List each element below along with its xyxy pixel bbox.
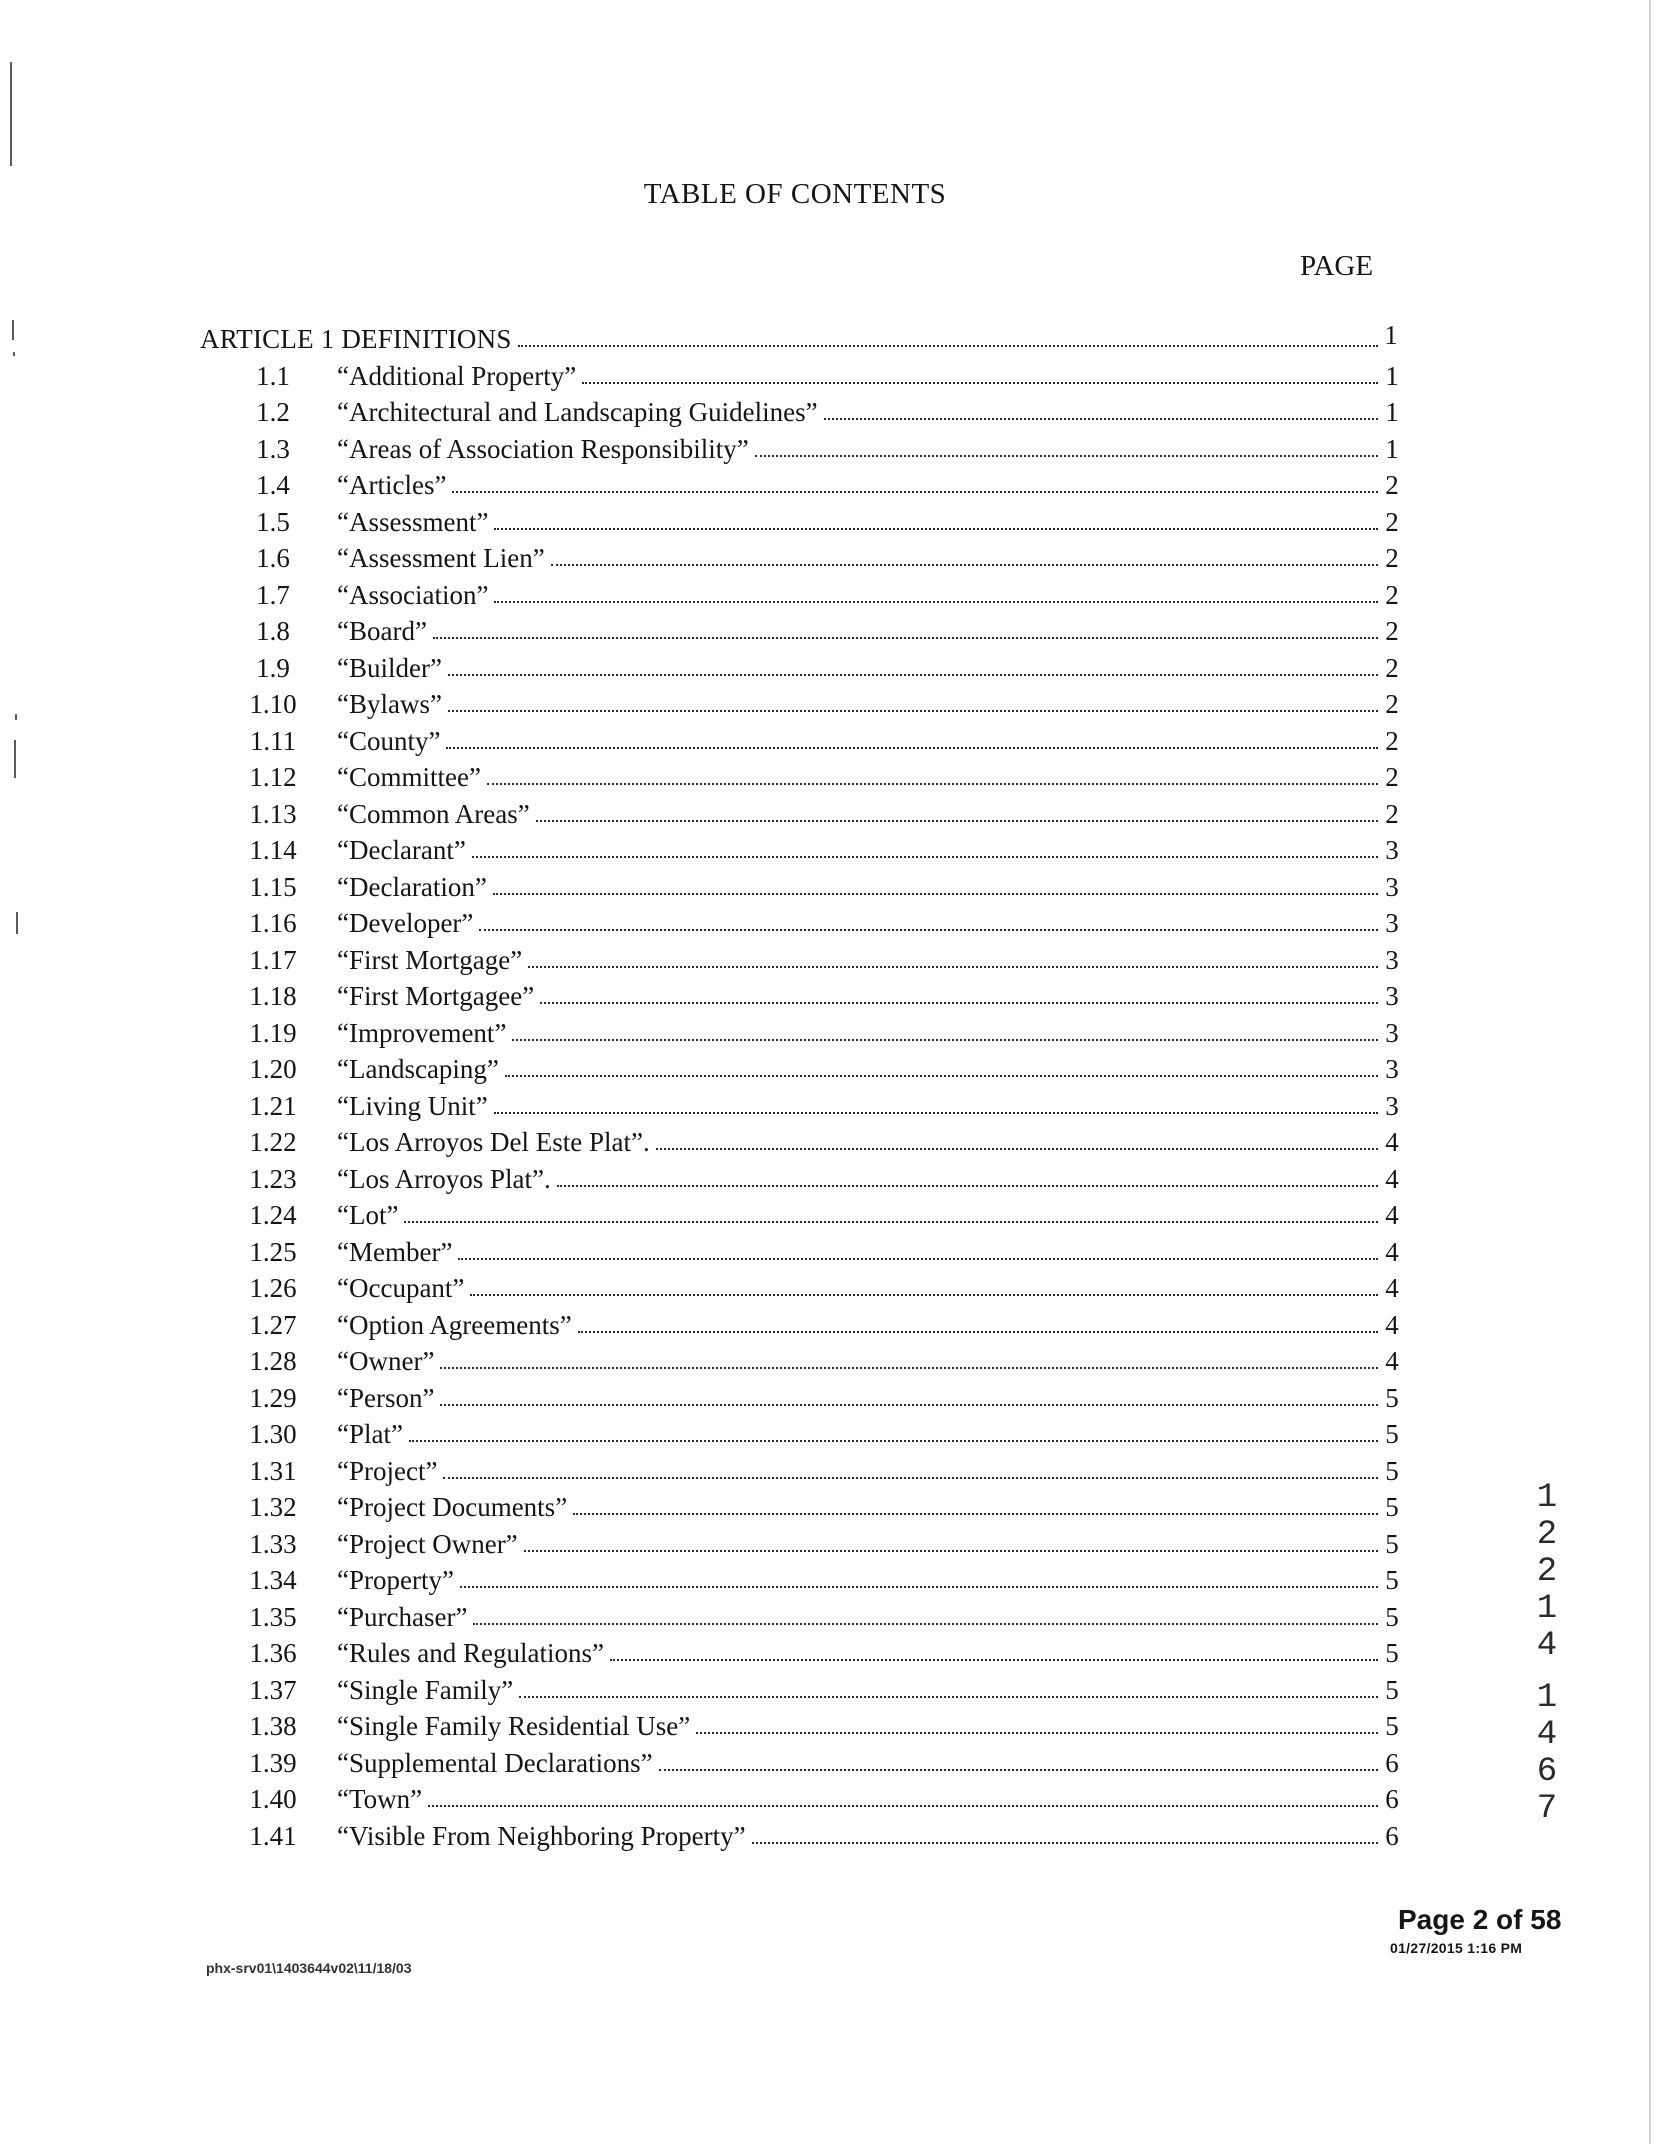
toc-entry-label: “Common Areas”	[337, 798, 530, 829]
toc-entry[interactable]	[0, 687, 1664, 721]
side-stamp-digit: 4	[1536, 1716, 1558, 1754]
toc-entry-label: “Declarant”	[337, 835, 466, 865]
side-stamp-digits	[1525, 1480, 1569, 1828]
toc-entry-page: 3	[1385, 908, 1399, 938]
dot-leader	[452, 491, 1378, 493]
toc-entry-page: 5	[1385, 1419, 1399, 1449]
side-stamp-digit: 7	[1536, 1790, 1558, 1828]
dot-leader	[696, 1732, 1378, 1734]
dot-leader	[472, 856, 1378, 858]
toc-entry-number: 1.13	[249, 798, 297, 829]
toc-entry[interactable]	[0, 1709, 1664, 1743]
toc-entry-page: 5	[1385, 1711, 1399, 1741]
toc-entry[interactable]	[0, 468, 1664, 502]
toc-entry-page: 2	[1385, 506, 1399, 537]
toc-entry-number: 1.11	[249, 725, 297, 756]
scan-edge-mark	[10, 62, 12, 166]
side-stamp-digit: 2	[1536, 1553, 1558, 1591]
toc-entry-page: 3	[1385, 871, 1399, 902]
toc-entry-number: 1.25	[249, 1236, 297, 1267]
toc-entry-label: “Assessment Lien”	[337, 543, 545, 573]
toc-entry-page: 5	[1385, 1528, 1399, 1559]
toc-entry-number: 1.36	[249, 1638, 297, 1668]
toc-entry-number: 1.27	[249, 1309, 297, 1340]
toc-entry[interactable]	[0, 1198, 1664, 1232]
toc-entry[interactable]	[0, 870, 1664, 904]
dot-leader	[494, 1112, 1378, 1114]
toc-entry-label: “Landscaping”	[337, 1054, 499, 1084]
toc-entry-number: 1.31	[249, 1455, 297, 1486]
toc-entry-number: 1.19	[249, 1017, 297, 1048]
side-stamp-digit: 2	[1536, 1516, 1558, 1554]
toc-entry-number: 1.38	[249, 1711, 297, 1741]
toc-entry[interactable]	[0, 395, 1664, 429]
toc-entry-number: 1.30	[249, 1419, 297, 1449]
toc-entry-page: 4	[1385, 1309, 1399, 1340]
toc-entry[interactable]	[0, 1162, 1664, 1196]
page-indicator: Page 2 of 58	[1398, 1904, 1562, 1935]
toc-entry-page: 2	[1385, 798, 1399, 829]
dot-leader	[610, 1659, 1378, 1661]
dot-leader	[505, 1075, 1378, 1077]
dot-leader	[487, 783, 1378, 785]
dot-leader	[494, 528, 1378, 530]
toc-entry-label: “Declaration”	[337, 871, 487, 902]
toc-entry-label: “Visible From Neighboring Property”	[337, 1820, 746, 1851]
toc-entry-number: 1.22	[249, 1127, 297, 1157]
toc-entry[interactable]	[0, 1052, 1664, 1086]
toc-entry-page: 4	[1385, 1273, 1399, 1303]
toc-entry-number: 1.1	[256, 360, 290, 391]
toc-entry[interactable]	[0, 833, 1664, 867]
toc-entry-number: 1.17	[249, 944, 297, 975]
toc-entry-number: 1.33	[249, 1528, 297, 1559]
toc-entry-page: 1	[1385, 397, 1399, 427]
dot-leader	[473, 1623, 1378, 1625]
toc-entry-page: 1	[1385, 360, 1399, 391]
dot-leader	[460, 1586, 1378, 1588]
toc-entry-page: 5	[1385, 1455, 1399, 1486]
toc-entry-page: 4	[1385, 1200, 1399, 1230]
toc-entry-label: “Committee”	[337, 762, 481, 792]
toc-entry-number: 1.41	[249, 1820, 297, 1851]
toc-entry-number: 1.16	[249, 908, 297, 938]
toc-entry-label: “Articles”	[337, 470, 447, 500]
toc-entry-page: 2	[1385, 689, 1399, 719]
toc-entry-number: 1.5	[256, 506, 290, 537]
side-stamp-digit: 4	[1536, 1627, 1558, 1665]
toc-entry[interactable]	[0, 943, 1664, 977]
toc-entry-label: “Bylaws”	[337, 689, 442, 719]
toc-entry-page: 2	[1385, 543, 1399, 573]
dot-leader	[428, 1805, 1378, 1807]
toc-entry-page: 4	[1385, 1163, 1399, 1194]
dot-leader	[528, 966, 1378, 968]
toc-entry-page: 3	[1385, 981, 1399, 1011]
dot-leader	[551, 564, 1378, 566]
toc-entry-number: 1.3	[256, 433, 290, 464]
toc-entry-number: 1.12	[249, 762, 297, 792]
dot-leader	[582, 382, 1378, 384]
toc-entry-label: “Lot”	[337, 1200, 399, 1230]
toc-entry[interactable]	[0, 1344, 1664, 1378]
dot-leader	[494, 601, 1378, 603]
toc-entry-number: 1.2	[256, 397, 290, 427]
toc-entry-page: 3	[1385, 835, 1399, 865]
toc-entry-number: 1.7	[256, 579, 290, 610]
toc-entry-page: 5	[1385, 1674, 1399, 1705]
toc-entry-label: “Living Unit”	[337, 1090, 488, 1121]
toc-entry-label: “Single Family”	[337, 1674, 514, 1705]
toc-entry-number: 1.15	[249, 871, 297, 902]
toc-entry-page: 4	[1385, 1346, 1399, 1376]
toc-entry-label: “First Mortgagee”	[337, 981, 535, 1011]
side-stamp-digit: 6	[1536, 1753, 1558, 1791]
toc-entry-page: 5	[1385, 1565, 1399, 1595]
toc-entry-number: 1.9	[256, 652, 290, 683]
toc-entry-page: 2	[1385, 725, 1399, 756]
toc-entry-page: 5	[1385, 1638, 1399, 1668]
toc-entry-number: 1.37	[249, 1674, 297, 1705]
toc-entry-label: “Single Family Residential Use”	[337, 1711, 691, 1741]
dot-leader	[470, 1294, 1378, 1296]
toc-entry-number: 1.28	[249, 1346, 297, 1376]
dot-leader	[440, 1404, 1378, 1406]
toc-entry-page: 3	[1385, 1054, 1399, 1084]
toc-entry-label: “Plat”	[337, 1419, 403, 1449]
toc-entry-label: “Project”	[337, 1455, 438, 1486]
toc-entry-number: 1.20	[249, 1054, 297, 1084]
toc-entry-label: “Areas of Association Responsibility”	[337, 433, 749, 464]
toc-entry-number: 1.34	[249, 1565, 297, 1595]
toc-entry-label: “Project Owner”	[337, 1528, 518, 1559]
toc-entry-page: 5	[1385, 1492, 1399, 1522]
toc-entry-page: 3	[1385, 1090, 1399, 1121]
toc-entry[interactable]	[0, 1490, 1664, 1524]
toc-entry[interactable]	[0, 1381, 1664, 1415]
toc-entry[interactable]	[0, 1271, 1664, 1305]
toc-entry-number: 1.29	[249, 1382, 297, 1413]
toc-entry[interactable]	[0, 1819, 1664, 1853]
toc-entry-label: “Member”	[337, 1236, 453, 1267]
toc-entry-page: 2	[1385, 616, 1399, 646]
dot-leader	[824, 418, 1378, 420]
toc-entry-label: “Purchaser”	[337, 1601, 468, 1632]
toc-entry-label: “Person”	[337, 1382, 435, 1413]
print-timestamp: 01/27/2015 1:16 PM	[1390, 1940, 1523, 1956]
toc-entry[interactable]	[0, 1089, 1664, 1123]
toc-entry-label: “Los Arroyos Del Este Plat”.	[337, 1127, 650, 1157]
toc-entry[interactable]	[0, 1600, 1664, 1634]
toc-entry-page: 4	[1385, 1236, 1399, 1267]
side-stamp-gap	[1525, 1665, 1569, 1680]
page-column-header: PAGE	[1300, 250, 1374, 282]
dot-leader	[536, 820, 1378, 822]
dot-leader	[578, 1331, 1378, 1333]
toc-entry-label: ARTICLE 1 DEFINITIONS	[200, 324, 512, 354]
dot-leader	[524, 1550, 1378, 1552]
toc-entry-page: 3	[1385, 944, 1399, 975]
toc-entry[interactable]	[0, 979, 1664, 1013]
toc-entry-label: “Assessment”	[337, 506, 489, 537]
toc-entry-number: 1.10	[249, 689, 297, 719]
toc-entry-number: 1.32	[249, 1492, 297, 1522]
toc-entry-number: 1.8	[256, 616, 290, 646]
toc-entry[interactable]	[0, 1125, 1664, 1159]
toc-entry-label: “Supplemental Declarations”	[337, 1747, 653, 1778]
toc-entry[interactable]	[0, 1527, 1664, 1561]
toc-entry-number: 1.14	[249, 835, 297, 865]
toc-entry-number: 1.35	[249, 1601, 297, 1632]
toc-entry-label: “Los Arroyos Plat”.	[337, 1163, 551, 1194]
dot-leader	[440, 1367, 1378, 1369]
dot-leader	[752, 1842, 1378, 1844]
dot-leader	[519, 1696, 1378, 1698]
dot-leader	[448, 674, 1378, 676]
toc-entry[interactable]	[0, 359, 1664, 393]
toc-entry-label: “Project Documents”	[337, 1492, 568, 1522]
toc-entry-number: 1.40	[249, 1784, 297, 1814]
dot-leader	[659, 1769, 1378, 1771]
document-reference: phx-srv01\1403644v02\11/18/03	[206, 1960, 412, 1976]
dot-leader	[443, 1477, 1378, 1479]
toc-entry-number: 1.21	[249, 1090, 297, 1121]
side-stamp-digit: 1	[1536, 1479, 1558, 1517]
toc-entry[interactable]	[0, 1563, 1664, 1597]
toc-entry-number: 1.26	[249, 1273, 297, 1303]
toc-entry[interactable]	[0, 1673, 1664, 1707]
toc-entry-label: “Rules and Regulations”	[337, 1638, 604, 1668]
toc-entry[interactable]	[0, 1454, 1664, 1488]
toc-entry-number: 1.24	[249, 1200, 297, 1230]
toc-entry[interactable]	[0, 1308, 1664, 1342]
toc-entry[interactable]	[0, 1746, 1664, 1780]
toc-entry-label: “First Mortgage”	[337, 944, 523, 975]
toc-entry-number: 1.39	[249, 1747, 297, 1778]
toc-article-heading[interactable]	[0, 322, 1664, 356]
toc-entry-label: “Town”	[337, 1784, 423, 1814]
toc-entry[interactable]	[0, 432, 1664, 466]
dot-leader	[448, 710, 1378, 712]
toc-entry[interactable]	[0, 1782, 1664, 1816]
toc-entry[interactable]	[0, 1417, 1664, 1451]
toc-entry-page: 1	[1385, 433, 1399, 464]
toc-entry-page: 2	[1385, 579, 1399, 610]
dot-leader	[512, 1039, 1378, 1041]
toc-entry-label: “Additional Property”	[337, 360, 577, 391]
toc-entry[interactable]	[0, 541, 1664, 575]
toc-entry[interactable]	[0, 797, 1664, 831]
toc-entry-label: “Improvement”	[337, 1017, 507, 1048]
toc-entry[interactable]	[0, 724, 1664, 758]
dot-leader	[557, 1185, 1378, 1187]
dot-leader	[518, 345, 1378, 347]
toc-entry-number: 1.6	[256, 543, 290, 573]
side-stamp-digit: 1	[1536, 1679, 1558, 1717]
toc-entry-page: 6	[1385, 1747, 1399, 1778]
dot-leader	[540, 1002, 1378, 1004]
toc-entry-page: 3	[1385, 1017, 1399, 1048]
toc-entry-label: “Architectural and Landscaping Guidelines”	[337, 397, 818, 427]
toc-entry[interactable]	[0, 1235, 1664, 1269]
toc-entry[interactable]	[0, 578, 1664, 612]
dot-leader	[409, 1440, 1378, 1442]
toc-entry-page: 6	[1385, 1820, 1399, 1851]
toc-entry-page: 2	[1385, 470, 1399, 500]
toc-entry[interactable]	[0, 505, 1664, 539]
toc-entry-label: “Builder”	[337, 652, 442, 683]
toc-entry-label: “Property”	[337, 1565, 454, 1595]
dot-leader	[656, 1148, 1378, 1150]
toc-entry-label: “Owner”	[337, 1346, 435, 1376]
toc-entry-page: 1	[1384, 320, 1398, 350]
toc-entry-label: “Association”	[337, 579, 489, 610]
dot-leader	[433, 637, 1378, 639]
toc-entry-page: 2	[1385, 762, 1399, 792]
dot-leader	[479, 929, 1378, 931]
document-title: TABLE OF CONTENTS	[643, 178, 947, 210]
toc-entry[interactable]	[0, 1636, 1664, 1670]
dot-leader	[446, 747, 1378, 749]
dot-leader	[755, 455, 1378, 457]
toc-entry-number: 1.23	[249, 1163, 297, 1194]
toc-entry-page: 5	[1385, 1601, 1399, 1632]
toc-entry-page: 6	[1385, 1784, 1399, 1814]
toc-entry-page: 2	[1385, 652, 1399, 683]
toc-entry-number: 1.4	[256, 470, 290, 500]
toc-entry[interactable]	[0, 760, 1664, 794]
toc-entry[interactable]	[0, 651, 1664, 685]
toc-entry-page: 4	[1385, 1127, 1399, 1157]
dot-leader	[573, 1513, 1378, 1515]
dot-leader	[458, 1258, 1378, 1260]
toc-entry-page: 5	[1385, 1382, 1399, 1413]
toc-entry[interactable]	[0, 906, 1664, 940]
toc-entry-label: “Developer”	[337, 908, 474, 938]
toc-entry[interactable]	[0, 1016, 1664, 1050]
toc-entry-label: “Occupant”	[337, 1273, 465, 1303]
toc-entry-label: “County”	[337, 725, 441, 756]
toc-entry-number: 1.18	[249, 981, 297, 1011]
dot-leader	[493, 893, 1378, 895]
toc-entry-label: “Board”	[337, 616, 427, 646]
dot-leader	[404, 1221, 1378, 1223]
side-stamp-digit: 1	[1536, 1590, 1558, 1628]
toc-entry-label: “Option Agreements”	[337, 1309, 572, 1340]
toc-entry[interactable]	[0, 614, 1664, 648]
